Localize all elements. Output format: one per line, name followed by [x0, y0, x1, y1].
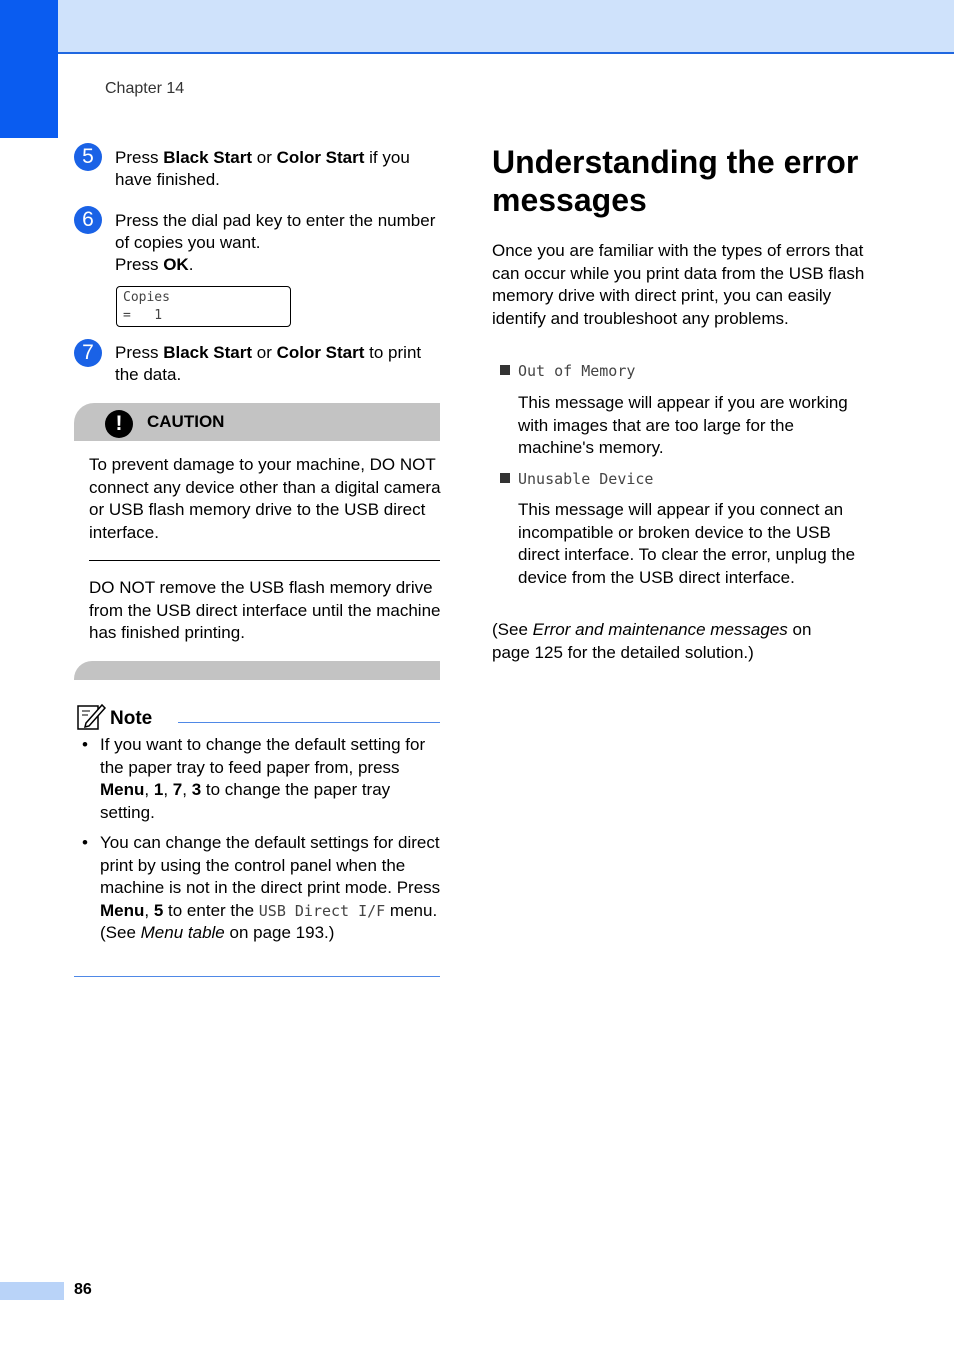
page-number: 86 [74, 1281, 92, 1298]
text: Press [115, 255, 164, 274]
header-band [0, 0, 954, 54]
note-item [82, 734, 442, 824]
note-text [100, 832, 442, 945]
note-pencil-icon [76, 701, 106, 731]
error-item [500, 470, 653, 489]
text: Press [115, 148, 164, 167]
text: if you have finished. [115, 148, 410, 189]
error-description: This message will appear if you are working with images that are too large for the machine's memory. [518, 393, 848, 457]
key-menu: Menu [100, 780, 145, 799]
caution-paragraph: DO NOT remove the USB flash memory drive from the USB direct interface until the machine has finished printing. [89, 578, 441, 642]
key: 3 [191, 780, 202, 799]
note-title: Note [110, 708, 153, 729]
text: on page 193.) [224, 923, 335, 942]
key-black-start: Black Start [163, 343, 253, 362]
caution-header [74, 403, 440, 441]
text: . [188, 255, 194, 274]
exclamation-icon: ! [105, 410, 133, 438]
divider [89, 560, 440, 561]
lcd-line: Copies [123, 290, 170, 305]
key-black-start: Black Start [163, 148, 253, 167]
square-bullet-icon [500, 473, 510, 483]
error-item [500, 362, 635, 381]
step-5 [74, 143, 444, 191]
step-text [115, 339, 444, 386]
chapter-tab [0, 0, 58, 138]
lcd-line: = 1 [123, 308, 163, 323]
note-rule [178, 722, 440, 723]
square-bullet-icon [500, 365, 510, 375]
caution-footer [74, 661, 440, 680]
bullet: • [82, 735, 88, 754]
key-color-start: Color Start [276, 148, 365, 167]
step-text [115, 206, 444, 276]
text: If you want to change the default setting for the paper tray to feed paper from, press [100, 735, 426, 777]
text: or [252, 148, 277, 167]
text: (See [492, 620, 533, 639]
text: Press the dial pad key to enter the number of copies you want. [115, 211, 436, 252]
error-description: This message will appear if you connect an incompatible or broken device to the USB direct interface. To clear the error, unplug the device from the USB direct interface. [518, 500, 856, 587]
note-rule [74, 976, 440, 977]
step-6 [74, 206, 444, 276]
bullet: • [82, 833, 88, 852]
text: , [182, 780, 192, 799]
key: 5 [153, 900, 164, 920]
text: on page 125 for the detailed solution.) [492, 620, 812, 662]
key: 7 [172, 780, 183, 799]
step-7 [74, 339, 444, 386]
key-menu: Menu [100, 900, 145, 920]
lcd-display [116, 286, 291, 327]
step-number: 6 [74, 206, 102, 234]
error-code: Out of Memory [518, 362, 636, 380]
error-code: Unusable Device [518, 470, 654, 488]
step-number: 7 [74, 339, 102, 367]
text: menu. (See [100, 900, 438, 942]
link-error-messages[interactable]: Error and maintenance messages [532, 620, 788, 639]
chapter-label: Chapter 14 [105, 80, 185, 97]
caution-paragraph: To prevent damage to your machine, DO NOT connect any device other than a digital camera or USB flash memory drive to the USB direct interface. [89, 455, 441, 542]
text: , [163, 780, 173, 799]
note-text [100, 734, 442, 824]
lcd-text: USB Direct I/F [258, 901, 386, 920]
text: , [144, 900, 154, 920]
step-text [115, 143, 444, 191]
see-reference [492, 619, 852, 664]
text: to enter the [163, 900, 259, 920]
key: 1 [153, 780, 164, 799]
caution-title: CAUTION [147, 412, 225, 431]
key-color-start: Color Start [276, 343, 365, 362]
link-menu-table[interactable]: Menu table [140, 923, 225, 942]
text: You can change the default settings for direct print by using the control panel when the machine is not in the direct print mode. Press [100, 833, 441, 897]
key-ok: OK [163, 255, 189, 274]
text [115, 254, 444, 276]
note-item [82, 832, 442, 945]
text: or [252, 343, 277, 362]
step-number: 5 [74, 143, 102, 171]
text: , [144, 780, 154, 799]
section-heading: Understanding the error messages [492, 144, 859, 218]
intro-paragraph: Once you are familiar with the types of errors that can occur while you print data from the USB flash memory drive with direct print, you can easily identify and troubleshoot any problems. [492, 241, 865, 328]
page-band [0, 1282, 64, 1300]
text: to print the data. [115, 343, 422, 384]
text: Press [115, 343, 164, 362]
text: to change the paper tray setting. [100, 780, 391, 822]
